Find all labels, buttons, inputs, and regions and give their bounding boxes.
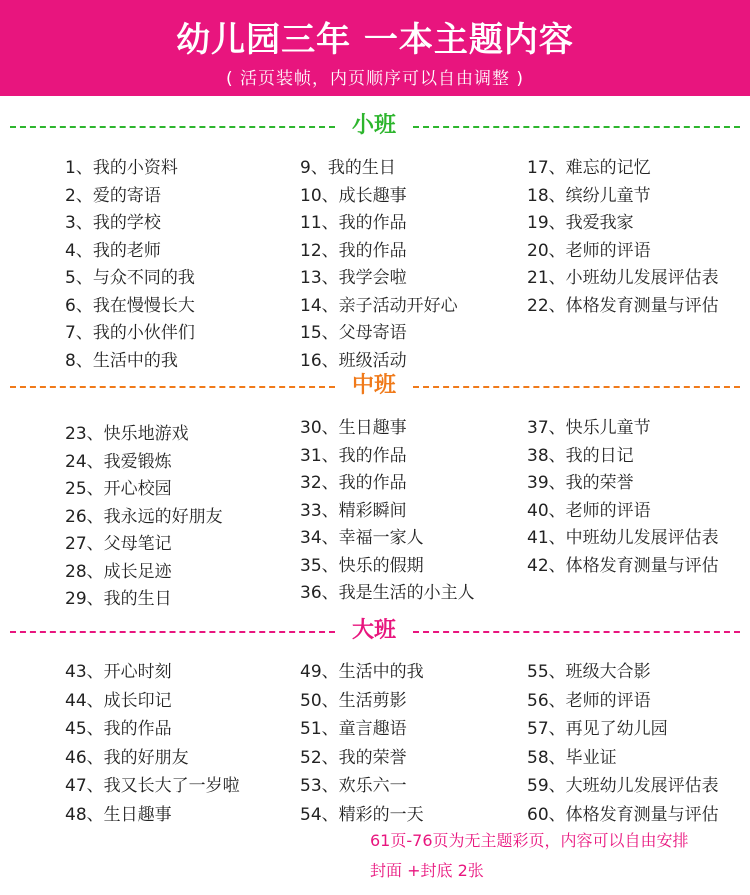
list-item: 55、班级大合影 — [527, 662, 651, 682]
list-item: 31、我的作品 — [300, 445, 407, 466]
list-item: 15、父母寄语 — [300, 323, 407, 343]
list-item: 14、亲子活动开好心 — [300, 295, 458, 316]
list-item: 16、班级活动 — [300, 350, 407, 371]
list-item: 22、体格发育测量与评估 — [527, 295, 719, 316]
list-item: 50、生活剪影 — [300, 690, 407, 711]
list-item: 6、我在慢慢长大 — [65, 295, 195, 316]
list-item: 35、快乐的假期 — [300, 555, 424, 576]
list-item: 53、欢乐六一 — [300, 776, 407, 796]
divider-line-left — [10, 631, 335, 633]
list-item: 54、精彩的一天 — [300, 804, 424, 825]
list-item: 44、成长印记 — [65, 690, 172, 711]
divider-line-right — [413, 126, 740, 128]
list-item: 3、我的学校 — [65, 213, 161, 233]
list-item: 13、我学会啦 — [300, 268, 407, 288]
page-subtitle: ( 活页装帧，内页顺序可以自由调整 ) — [225, 69, 525, 89]
list-item: 40、老师的评语 — [527, 500, 651, 521]
list-item: 43、开心时刻 — [65, 662, 172, 682]
list-item: 37、快乐儿童节 — [527, 418, 651, 438]
list-item: 10、成长趣事 — [300, 185, 407, 206]
list-item: 46、我的好朋友 — [65, 747, 189, 768]
list-item: 30、生日趣事 — [300, 418, 407, 438]
list-item: 7、我的小伙伴们 — [65, 323, 195, 343]
list-item: 48、生日趣事 — [65, 804, 172, 825]
list-item: 1、我的小资料 — [65, 158, 178, 178]
list-item: 34、幸福一家人 — [300, 528, 424, 548]
list-item: 4、我的老师 — [65, 240, 161, 261]
list-item: 33、精彩瞬间 — [300, 500, 407, 521]
list-item: 27、父母笔记 — [65, 534, 172, 554]
list-item: 8、生活中的我 — [65, 350, 178, 371]
list-item: 38、我的日记 — [527, 445, 634, 466]
note-cover: 封面 +封底 2张 — [370, 861, 484, 880]
list-item: 11、我的作品 — [300, 213, 407, 233]
divider-line-right — [413, 631, 740, 633]
list-item: 52、我的荣誉 — [300, 747, 407, 768]
section-divider-1 — [10, 112, 740, 140]
list-item: 20、老师的评语 — [527, 240, 651, 261]
list-item: 12、我的作品 — [300, 240, 407, 261]
section-divider-2 — [10, 372, 740, 400]
list-item: 32、我的作品 — [300, 473, 407, 493]
header-banner — [0, 0, 750, 96]
list-item: 56、老师的评语 — [527, 690, 651, 711]
divider-line-left — [10, 386, 335, 388]
list-item: 25、开心校园 — [65, 479, 172, 499]
section-label: 中班 — [351, 373, 396, 398]
note-color-pages: 61页-76页为无主题彩页，内容可以自由安排 — [370, 831, 689, 850]
section-divider-3 — [10, 617, 740, 645]
section-label: 小班 — [351, 113, 396, 138]
list-item: 49、生活中的我 — [300, 662, 424, 682]
list-item: 47、我又长大了一岁啦 — [65, 776, 240, 796]
divider-line-right — [413, 386, 740, 388]
list-item: 51、童言趣语 — [300, 719, 407, 739]
list-item: 23、快乐地游戏 — [65, 424, 189, 444]
list-item: 45、我的作品 — [65, 719, 172, 739]
list-item: 29、我的生日 — [65, 589, 172, 609]
list-item: 41、中班幼儿发展评估表 — [527, 528, 719, 548]
page-title: 幼儿园三年 一本主题内容 — [176, 20, 574, 60]
list-item: 9、我的生日 — [300, 158, 396, 178]
list-item: 24、我爱锻炼 — [65, 451, 172, 472]
section-label: 大班 — [351, 618, 396, 643]
list-item: 58、毕业证 — [527, 747, 617, 768]
list-item: 42、体格发育测量与评估 — [527, 555, 719, 576]
list-item: 26、我永远的好朋友 — [65, 506, 223, 527]
list-item: 59、大班幼儿发展评估表 — [527, 776, 719, 796]
list-item: 18、缤纷儿童节 — [527, 185, 651, 206]
list-item: 60、体格发育测量与评估 — [527, 804, 719, 825]
list-item: 2、爱的寄语 — [65, 185, 161, 206]
list-item: 21、小班幼儿发展评估表 — [527, 268, 719, 288]
list-item: 19、我爱我家 — [527, 213, 634, 233]
list-item: 36、我是生活的小主人 — [300, 583, 475, 603]
list-item: 57、再见了幼儿园 — [527, 719, 668, 739]
list-item: 5、与众不同的我 — [65, 268, 195, 288]
list-item: 17、难忘的记忆 — [527, 158, 651, 178]
list-item: 39、我的荣誉 — [527, 473, 634, 493]
divider-line-left — [10, 126, 335, 128]
list-item: 28、成长足迹 — [65, 561, 172, 582]
